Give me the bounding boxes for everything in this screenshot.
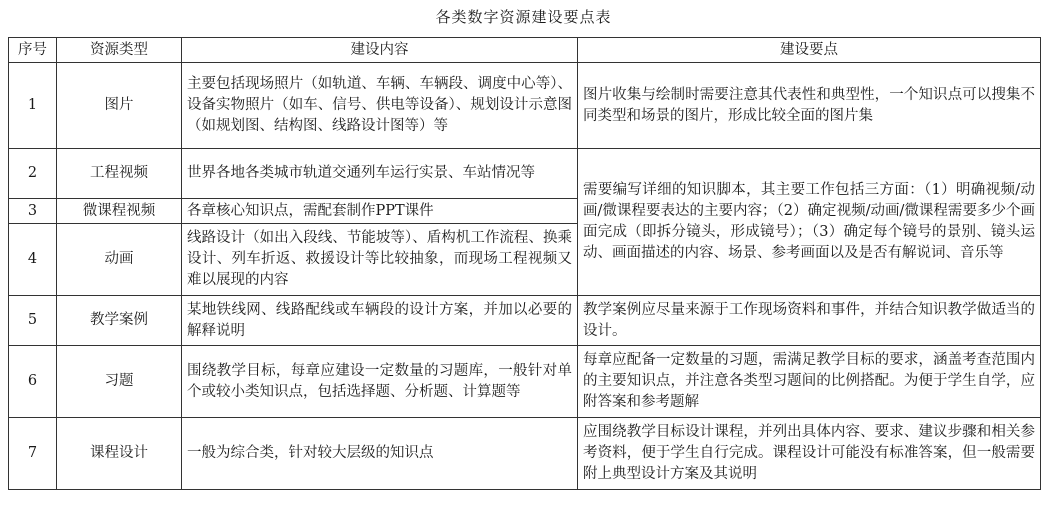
row-type: 图片	[57, 63, 182, 149]
row-content: 围绕教学目标，每章应建设一定数量的习题库，一般针对单个或较小类知识点，包括选择题、分析题、计算题等	[182, 346, 578, 418]
row-content: 线路设计（如出入段线、节能坡等）、盾构机工作流程、换乘设计、列车折返、救援设计等比较抽象，而现场工程视频又难以展现的内容	[182, 224, 578, 296]
row-type: 工程视频	[57, 149, 182, 199]
row-number: 2	[9, 149, 57, 199]
table-title: 各类数字资源建设要点表	[435, 8, 612, 26]
row-number: 4	[9, 224, 57, 296]
row-content: 主要包括现场照片（如轨道、车辆、车辆段、调度中心等）、设备实物照片（如车、信号、供电等设备）、规划设计示意图（如规划图、结构图、线路设计图等）等	[182, 63, 578, 149]
header-points: 建设要点	[578, 38, 1041, 63]
header-type: 资源类型	[57, 38, 182, 63]
row-points-merged: 需要编写详细的知识脚本，其主要工作包括三方面：（1）明确视频/动画/微课程要表达的主要内容；（2）确定视频/动画/微课程需要多少个画面完成（即拆分镜头，形成镜号）；（3）确定每个镜号的景别、镜头运动、画面描述的内容、场景、参考画面以及是否有解说词、音乐等	[578, 149, 1041, 296]
row-type: 习题	[57, 346, 182, 418]
row-number: 3	[9, 199, 57, 224]
table-row	[9, 149, 1041, 199]
row-type: 教学案例	[57, 296, 182, 346]
header-number: 序号	[9, 38, 57, 63]
header-content: 建设内容	[182, 38, 578, 63]
row-number: 1	[9, 63, 57, 149]
header-row	[9, 38, 1041, 63]
row-number: 7	[9, 418, 57, 490]
row-points: 教学案例应尽量来源于工作现场资料和事件，并结合知识教学做适当的设计。	[578, 296, 1041, 346]
table-row	[9, 346, 1041, 418]
table-row	[9, 296, 1041, 346]
resource-table	[8, 37, 1041, 490]
row-type: 动画	[57, 224, 182, 296]
row-points: 图片收集与绘制时需要注意其代表性和典型性，一个知识点可以搜集不同类型和场景的图片，形成比较全面的图片集	[578, 63, 1041, 149]
table-row	[9, 63, 1041, 149]
row-content: 一般为综合类，针对较大层级的知识点	[182, 418, 578, 490]
row-content: 各章核心知识点，需配套制作PPT课件	[182, 199, 578, 224]
row-number: 6	[9, 346, 57, 418]
row-points: 每章应配备一定数量的习题，需满足教学目标的要求，涵盖考查范围内的主要知识点，并注意各类型习题间的比例搭配。为便于学生自学，应附答案和参考题解	[578, 346, 1041, 418]
row-type: 微课程视频	[57, 199, 182, 224]
row-content: 某地铁线网、线路配线或车辆段的设计方案，并加以必要的解释说明	[182, 296, 578, 346]
row-points: 应围绕教学目标设计课程，并列出具体内容、要求、建议步骤和相关参考资料，便于学生自行完成。课程设计可能没有标准答案，但一般需要附上典型设计方案及其说明	[578, 418, 1041, 490]
row-type: 课程设计	[57, 418, 182, 490]
table-row	[9, 418, 1041, 490]
row-content: 世界各地各类城市轨道交通列车运行实景、车站情况等	[182, 149, 578, 199]
row-number: 5	[9, 296, 57, 346]
